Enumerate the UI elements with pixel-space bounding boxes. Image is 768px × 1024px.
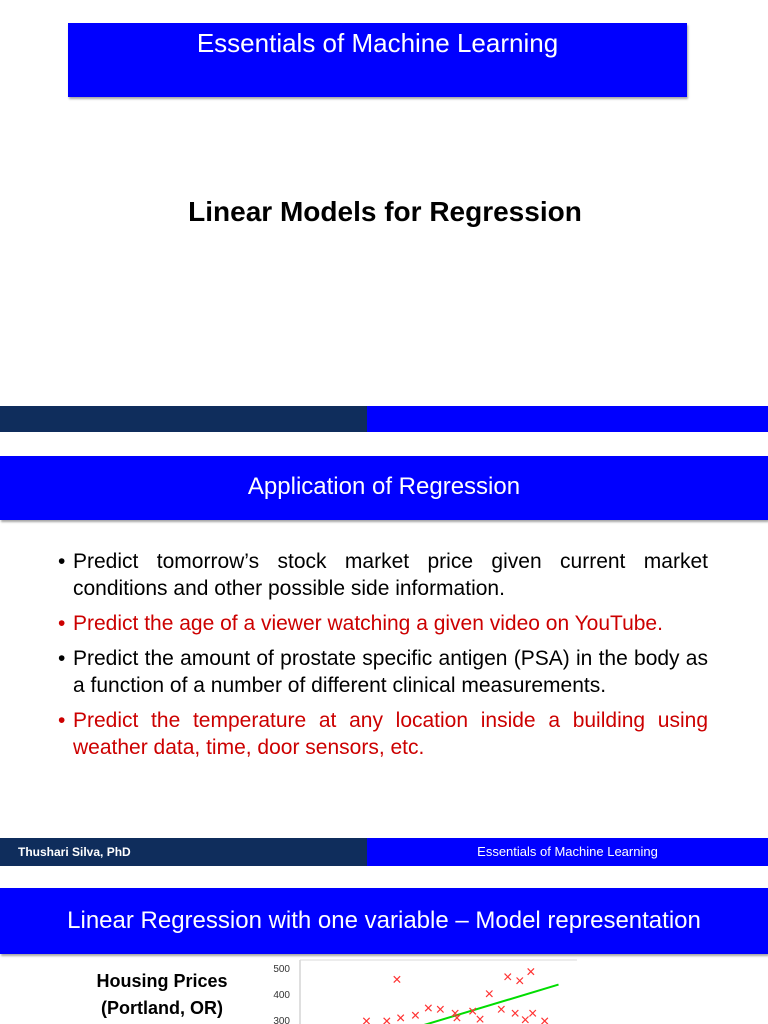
bullet-icon: •: [58, 709, 66, 732]
trend-line: [420, 985, 559, 1024]
bullet-text: Predict the amount of prostate specific antigen (PSA) in the body as a function of a number of different clinical measurements.: [73, 647, 708, 697]
y-tick-label: 500: [273, 964, 290, 975]
data-point: [437, 1006, 443, 1012]
data-point: [517, 978, 523, 984]
model-representation-slide: [0, 872, 768, 1024]
bullet-item: [58, 645, 708, 699]
data-point: [397, 1015, 403, 1021]
bullet-list: [58, 548, 708, 769]
data-point: [505, 974, 511, 980]
slide-header: Application of Regression: [0, 456, 768, 520]
application-slide: [0, 438, 768, 866]
bullet-item: [58, 707, 708, 761]
bullet-icon: •: [58, 612, 66, 635]
title-slide: [0, 0, 768, 432]
bullet-item: [58, 610, 708, 637]
chart-caption: [92, 968, 232, 1022]
y-tick-label: 300: [273, 1016, 290, 1024]
chart-caption-line2: (Portland, OR): [101, 998, 223, 1018]
data-point: [394, 976, 400, 982]
data-point: [363, 1018, 369, 1024]
data-point: [486, 991, 492, 997]
housing-price-chart: [262, 958, 582, 1024]
data-point: [384, 1018, 390, 1024]
footer-author: Thushari Silva, PhD: [18, 845, 131, 859]
data-point: [528, 968, 534, 974]
data-point: [512, 1010, 518, 1016]
bullet-text: Predict the age of a viewer watching a given video on YouTube.: [73, 612, 663, 635]
footer-band-right: [367, 406, 768, 432]
footer-course: Essentials of Machine Learning: [477, 844, 658, 859]
slide-title: Linear Models for Regression: [188, 196, 582, 227]
data-point: [477, 1016, 483, 1022]
y-tick-label: 400: [273, 990, 290, 1001]
slide-header: Linear Regression with one variable – Model representation: [0, 888, 768, 954]
bullet-icon: •: [58, 550, 66, 573]
data-point: [541, 1018, 547, 1024]
data-point: [522, 1017, 528, 1023]
chart-caption-line1: Housing Prices: [96, 971, 228, 991]
data-point: [425, 1005, 431, 1011]
bullet-icon: •: [58, 647, 66, 670]
course-header: Essentials of Machine Learning: [68, 23, 687, 97]
data-point: [529, 1010, 535, 1016]
data-point: [498, 1006, 504, 1012]
footer-band-left: [0, 406, 367, 432]
bullet-text: Predict the temperature at any location inside a building using weather data, time, door sensors, etc.: [73, 709, 708, 759]
bullet-text: Predict tomorrow’s stock market price given current market conditions and other possible side information.: [73, 550, 708, 600]
data-point: [412, 1012, 418, 1018]
bullet-item: [58, 548, 708, 602]
